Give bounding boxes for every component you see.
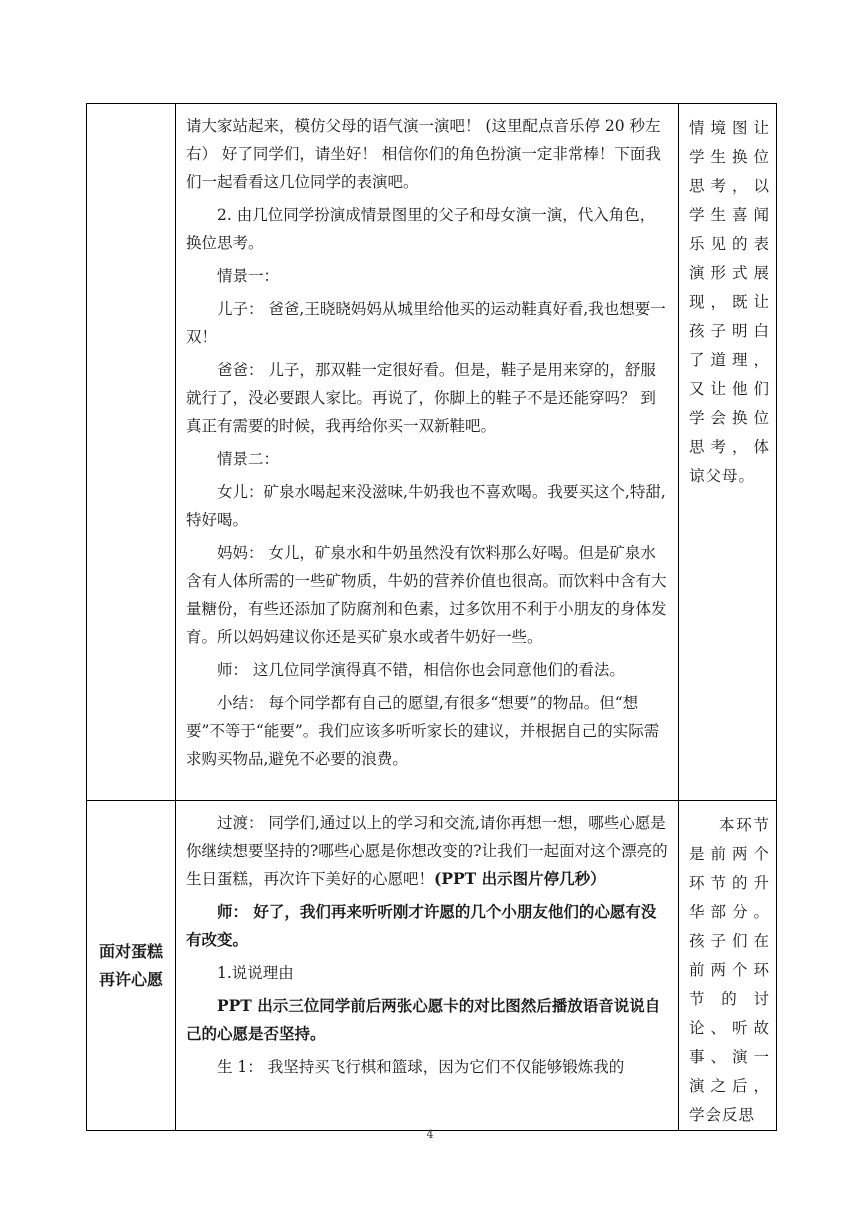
paragraph: 情景二： bbox=[217, 450, 280, 468]
paragraph-text: 过渡： 同学们,通过以上的学习和交流,请你再想一想，哪些心愿是你继续想要坚持的?哪些心愿是你想改变的?让我们一起面对这个漂亮的生日蛋糕，再次许下美好的心愿吧！ bbox=[186, 814, 668, 888]
design-note: 本环节是前两个环节的升华部分。孩子们在前两个环节的讨论、听故事、演一演之后，学会反思 bbox=[689, 816, 770, 1124]
stage-cell bbox=[87, 104, 176, 801]
note-cell bbox=[679, 104, 777, 801]
paragraph: PPT 出示三位同学前后两张心愿卡的对比图然后播放语音说说自己的心愿是否坚持。 bbox=[186, 996, 661, 1043]
paragraph: 2. 由几位同学扮演成情景图里的父子和母女演一演，代入角色，换位思考。 bbox=[186, 206, 656, 252]
paragraph: 儿子： 爸爸,王晓晓妈妈从城里给他买的运动鞋真好看,我也想要一双！ bbox=[186, 300, 666, 346]
paragraph: 妈妈： 女儿，矿泉水和牛奶虽然没有饮料那么好喝。但是矿泉水含有人体所需的一些矿物质，牛奶的营养价值也很高。而饮料中含有大量糖份，有些还添加了防腐剂和色素，过多饮用不利于小朋友的身体发育。所以妈妈建议你还是买矿泉水或者牛奶好一些。 bbox=[186, 544, 667, 646]
table-row bbox=[87, 801, 777, 1131]
paragraph: 1.说说理由 bbox=[217, 964, 294, 982]
design-note: 情境图让学生换位思考，以学生喜闻乐见的表演形式展现，既让孩子明白了道理，又让他们学会换位思考，体谅父母。 bbox=[689, 119, 770, 485]
stage-cell bbox=[87, 801, 176, 1131]
paragraph: 请大家站起来，模仿父母的语气演一演吧！ (这里配点音乐停 20 秒左右） 好了同学们，请坐好！ 相信你们的角色扮演一定非常棒！下面我们一起看看这几位同学的表演吧。 bbox=[186, 117, 661, 191]
stage-label-line: 再许心愿 bbox=[98, 969, 163, 989]
paragraph: 生 1： 我坚持买飞行棋和篮球，因为它们不仅能够锻炼我的 bbox=[217, 1058, 625, 1076]
paragraph: 爸爸： 儿子，那双鞋一定很好看。但是，鞋子是用来穿的，舒服就行了，没必要跟人家比。再说了，你脚上的鞋子不是还能穿吗？ 到真正有需要的时候，我再给你买一双新鞋吧。 bbox=[186, 361, 656, 435]
paragraph: 师： 这几位同学演得真不错，相信你也会同意他们的看法。 bbox=[217, 661, 625, 679]
page-number: 4 bbox=[426, 1128, 434, 1141]
content-cell bbox=[176, 104, 679, 801]
paragraph: 小结： 每个同学都有自己的愿望,有很多“想要”的物品。但“想要”不等于“能要”。我们应该多听听家长的建议，并根据自己的实际需求购买物品,避免不必要的浪费。 bbox=[186, 694, 660, 768]
note-cell bbox=[679, 801, 777, 1131]
stage-label-line: 面对蛋糕 bbox=[98, 941, 163, 961]
paragraph: 师： 好了，我们再来听听刚才许愿的几个小朋友他们的心愿有没有改变。 bbox=[186, 902, 657, 949]
ppt-cue: (PPT 出示图片停几秒） bbox=[434, 869, 606, 888]
paragraph: 情景一： bbox=[217, 267, 280, 285]
paragraph: 女儿：矿泉水喝起来没滋味,牛奶我也不喜欢喝。我要买这个,特甜,特好喝。 bbox=[186, 483, 666, 529]
table-row bbox=[87, 104, 777, 801]
lesson-plan-table bbox=[86, 103, 777, 1131]
paragraph bbox=[186, 809, 670, 893]
content-cell bbox=[176, 801, 679, 1131]
